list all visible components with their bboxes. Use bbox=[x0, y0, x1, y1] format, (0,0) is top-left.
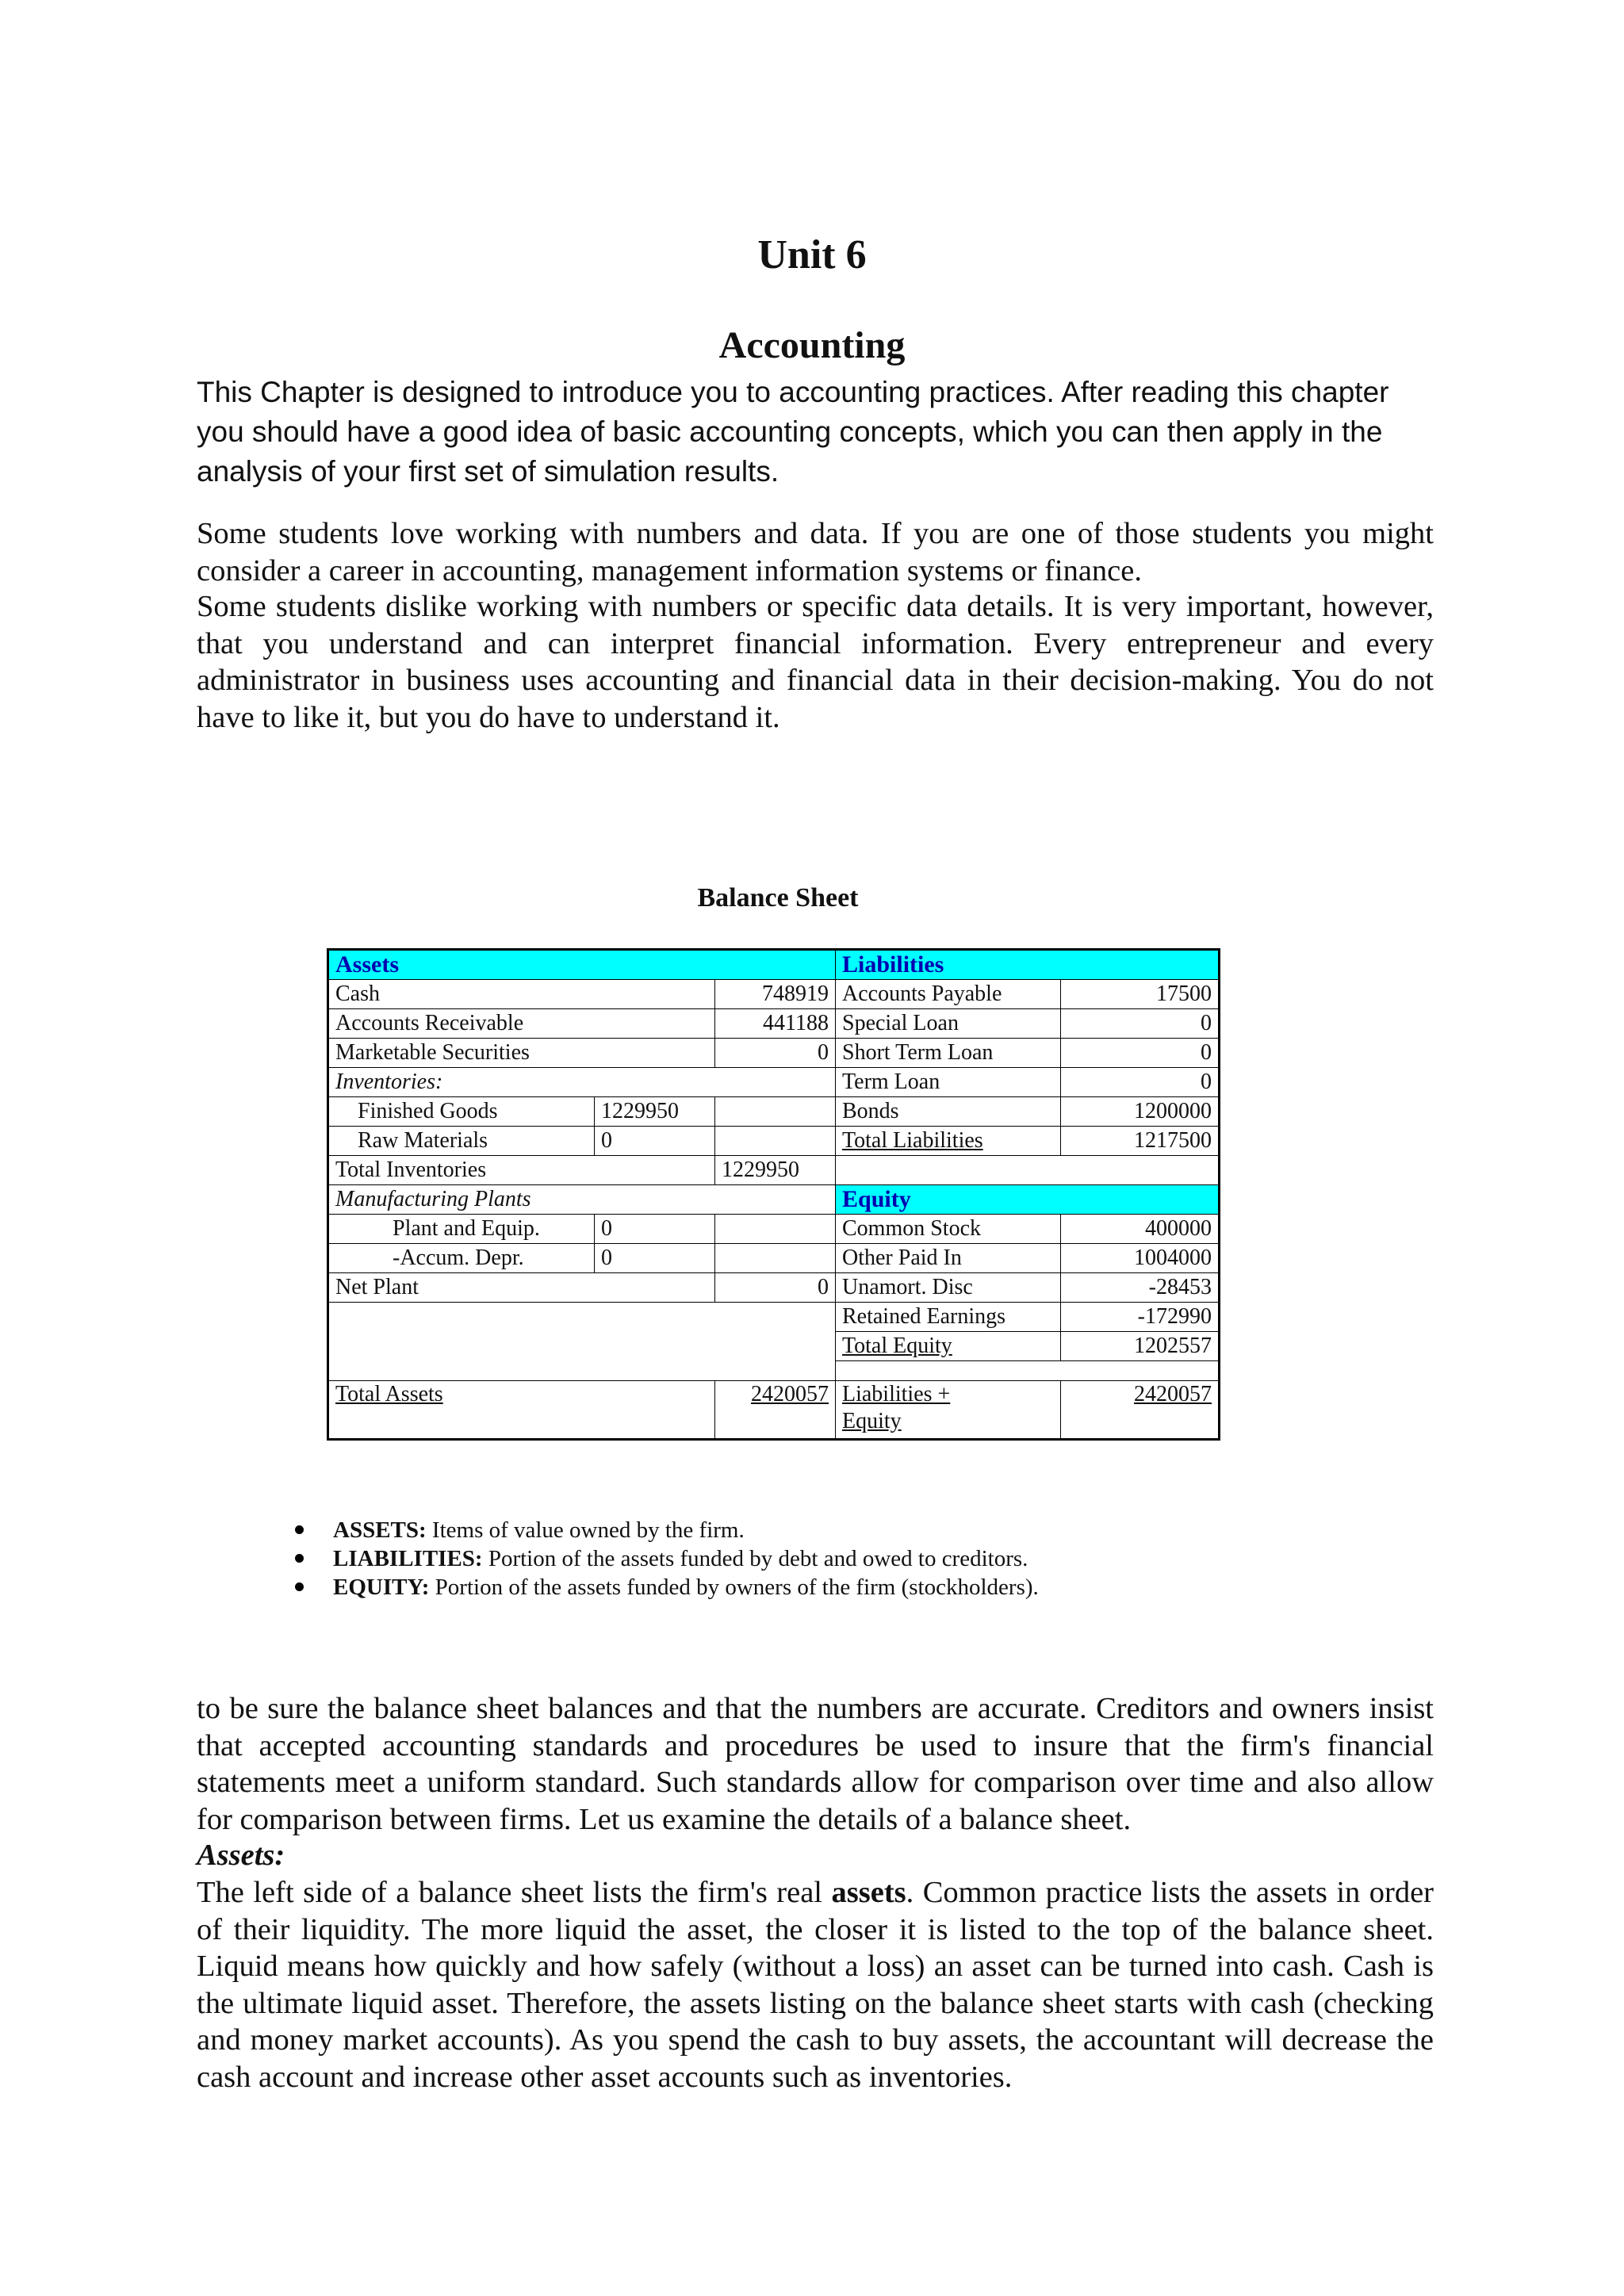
table-row bbox=[328, 1244, 1220, 1273]
plant-equip-label: Plant and Equip. bbox=[328, 1215, 595, 1244]
paragraph-importance: Some students dislike working with numbers or specific data details. It is very important, however, that you understand and can interpret financial information. Every entrepreneur and every administrator in business uses accounting and financial data in their decision-making. You do not have to like it, but you do have to understand it. bbox=[197, 590, 1434, 734]
liabilities-equity-label-line1: Liabilities + bbox=[842, 1382, 951, 1406]
paragraph-assets bbox=[197, 1874, 1434, 2095]
accum-depr-value: 0 bbox=[595, 1244, 715, 1273]
total-assets-label: Total Assets bbox=[328, 1381, 715, 1440]
empty-cell bbox=[715, 1215, 836, 1244]
finished-goods-value: 1229950 bbox=[595, 1097, 715, 1127]
chapter-title: Accounting bbox=[718, 324, 906, 366]
liabilities-equity-label bbox=[836, 1381, 1061, 1440]
marketable-securities-value: 0 bbox=[715, 1039, 836, 1068]
unamort-disc-label: Unamort. Disc bbox=[836, 1273, 1061, 1303]
definition-text: Portion of the assets funded by owners of the firm (stockholders). bbox=[429, 1575, 1039, 1600]
table-row bbox=[328, 1215, 1220, 1244]
assets-bold-term: assets bbox=[831, 1876, 906, 1909]
accounts-payable-value: 17500 bbox=[1061, 980, 1220, 1009]
plant-equip-value: 0 bbox=[595, 1215, 715, 1244]
equity-header: Equity bbox=[836, 1185, 1220, 1215]
empty-cell bbox=[715, 1097, 836, 1127]
empty-cell bbox=[836, 1361, 1220, 1381]
liabilities-equity-value: 2420057 bbox=[1061, 1381, 1220, 1440]
retained-earnings-value: -172990 bbox=[1061, 1303, 1220, 1332]
definitions-list bbox=[295, 1516, 1039, 1601]
assets-text-end: . Common practice lists the assets in order of their liquidity. The more liquid the asset, the closer it is listed to the top of the balance sheet. Liquid means how quickly and how safely (without a loss) an asset can be turned into cash. Cash is the ultimate liquid asset. Therefore, the assets listing on the balance sheet starts with cash (checking and money market accounts). As you spend the cash to buy assets, the accountant will decrease the cash account and increase other asset accounts such as inventories. bbox=[197, 1876, 1434, 2094]
liabilities-equity-label-line2: Equity bbox=[842, 1409, 902, 1433]
marketable-securities-label: Marketable Securities bbox=[328, 1039, 715, 1068]
definition-text: Portion of the assets funded by debt and owed to creditors. bbox=[482, 1546, 1028, 1571]
table-row bbox=[328, 1039, 1220, 1068]
definition-term: EQUITY: bbox=[333, 1575, 430, 1600]
assets-text-start: The left side of a balance sheet lists the firm's real bbox=[197, 1876, 832, 1909]
finished-goods-label: Finished Goods bbox=[328, 1097, 595, 1127]
net-plant-value: 0 bbox=[715, 1273, 836, 1303]
total-inventories-value: 1229950 bbox=[715, 1156, 836, 1185]
special-loan-label: Special Loan bbox=[836, 1009, 1061, 1039]
list-item bbox=[295, 1573, 1039, 1601]
bonds-label: Bonds bbox=[836, 1097, 1061, 1127]
table-row bbox=[328, 1009, 1220, 1039]
raw-materials-label: Raw Materials bbox=[328, 1127, 595, 1156]
empty-cell bbox=[715, 1244, 836, 1273]
term-loan-value: 0 bbox=[1061, 1068, 1220, 1097]
table-row bbox=[328, 1097, 1220, 1127]
cash-label: Cash bbox=[328, 980, 715, 1009]
table-row bbox=[328, 1273, 1220, 1303]
table-row bbox=[328, 1068, 1220, 1097]
table-row bbox=[328, 1127, 1220, 1156]
total-equity-label: Total Equity bbox=[836, 1332, 1061, 1361]
special-loan-value: 0 bbox=[1061, 1009, 1220, 1039]
total-assets-value: 2420057 bbox=[715, 1381, 836, 1440]
table-row bbox=[328, 1303, 1220, 1332]
paragraph-standards: to be sure the balance sheet balances and that the numbers are accurate. Creditors and owners insist that accepted accounting standards and procedures be used to insure that the firm's financial statements meet a uniform standard. Such standards allow for comparison over time and also allow for comparison between firms. Let us examine the details of a balance sheet. bbox=[197, 1692, 1434, 1836]
table-row bbox=[328, 980, 1220, 1009]
net-plant-label: Net Plant bbox=[328, 1273, 715, 1303]
accounts-receivable-value: 441188 bbox=[715, 1009, 836, 1039]
list-item bbox=[295, 1516, 1039, 1544]
accounts-receivable-label: Accounts Receivable bbox=[328, 1009, 715, 1039]
total-liabilities-label: Total Liabilities bbox=[836, 1127, 1061, 1156]
bonds-value: 1200000 bbox=[1061, 1097, 1220, 1127]
table-row bbox=[328, 1185, 1220, 1215]
short-term-loan-value: 0 bbox=[1061, 1039, 1220, 1068]
other-paid-in-label: Other Paid In bbox=[836, 1244, 1061, 1273]
manufacturing-plants-label: Manufacturing Plants bbox=[328, 1185, 836, 1215]
unamort-disc-value: -28453 bbox=[1061, 1273, 1220, 1303]
list-item bbox=[295, 1544, 1039, 1573]
chapter-intro: This Chapter is designed to introduce you to accounting practices. After reading this chapter you should have a good idea of basic accounting concepts, which you can then apply in the analysis of your first set of simulation results. bbox=[197, 376, 1389, 488]
accounts-payable-label: Accounts Payable bbox=[836, 980, 1061, 1009]
short-term-loan-label: Short Term Loan bbox=[836, 1039, 1061, 1068]
table-row bbox=[328, 1381, 1220, 1440]
paragraph-career: Some students love working with numbers and data. If you are one of those students you might consider a career in accounting, management information systems or finance. bbox=[197, 517, 1434, 587]
common-stock-value: 400000 bbox=[1061, 1215, 1220, 1244]
retained-earnings-label: Retained Earnings bbox=[836, 1303, 1061, 1332]
common-stock-label: Common Stock bbox=[836, 1215, 1061, 1244]
total-liabilities-value: 1217500 bbox=[1061, 1127, 1220, 1156]
assets-header: Assets bbox=[328, 950, 836, 980]
liabilities-header: Liabilities bbox=[836, 950, 1220, 980]
accum-depr-label: -Accum. Depr. bbox=[328, 1244, 595, 1273]
table-row bbox=[328, 1156, 1220, 1185]
cash-value: 748919 bbox=[715, 980, 836, 1009]
total-inventories-label: Total Inventories bbox=[328, 1156, 715, 1185]
raw-materials-value: 0 bbox=[595, 1127, 715, 1156]
empty-cell bbox=[836, 1156, 1220, 1185]
definition-term: ASSETS: bbox=[333, 1517, 427, 1543]
empty-cell bbox=[715, 1127, 836, 1156]
table-row bbox=[328, 950, 1220, 980]
definition-text: Items of value owned by the firm. bbox=[426, 1517, 745, 1543]
definition-term: LIABILITIES: bbox=[333, 1546, 483, 1571]
other-paid-in-value: 1004000 bbox=[1061, 1244, 1220, 1273]
term-loan-label: Term Loan bbox=[836, 1068, 1061, 1097]
empty-cell bbox=[328, 1303, 836, 1381]
unit-title: Unit 6 bbox=[757, 232, 867, 277]
inventories-label: Inventories: bbox=[328, 1068, 836, 1097]
total-equity-value: 1202557 bbox=[1061, 1332, 1220, 1361]
assets-heading: Assets: bbox=[197, 1839, 285, 1872]
balance-sheet-title: Balance Sheet bbox=[697, 883, 859, 913]
balance-sheet-table bbox=[327, 948, 1220, 1441]
